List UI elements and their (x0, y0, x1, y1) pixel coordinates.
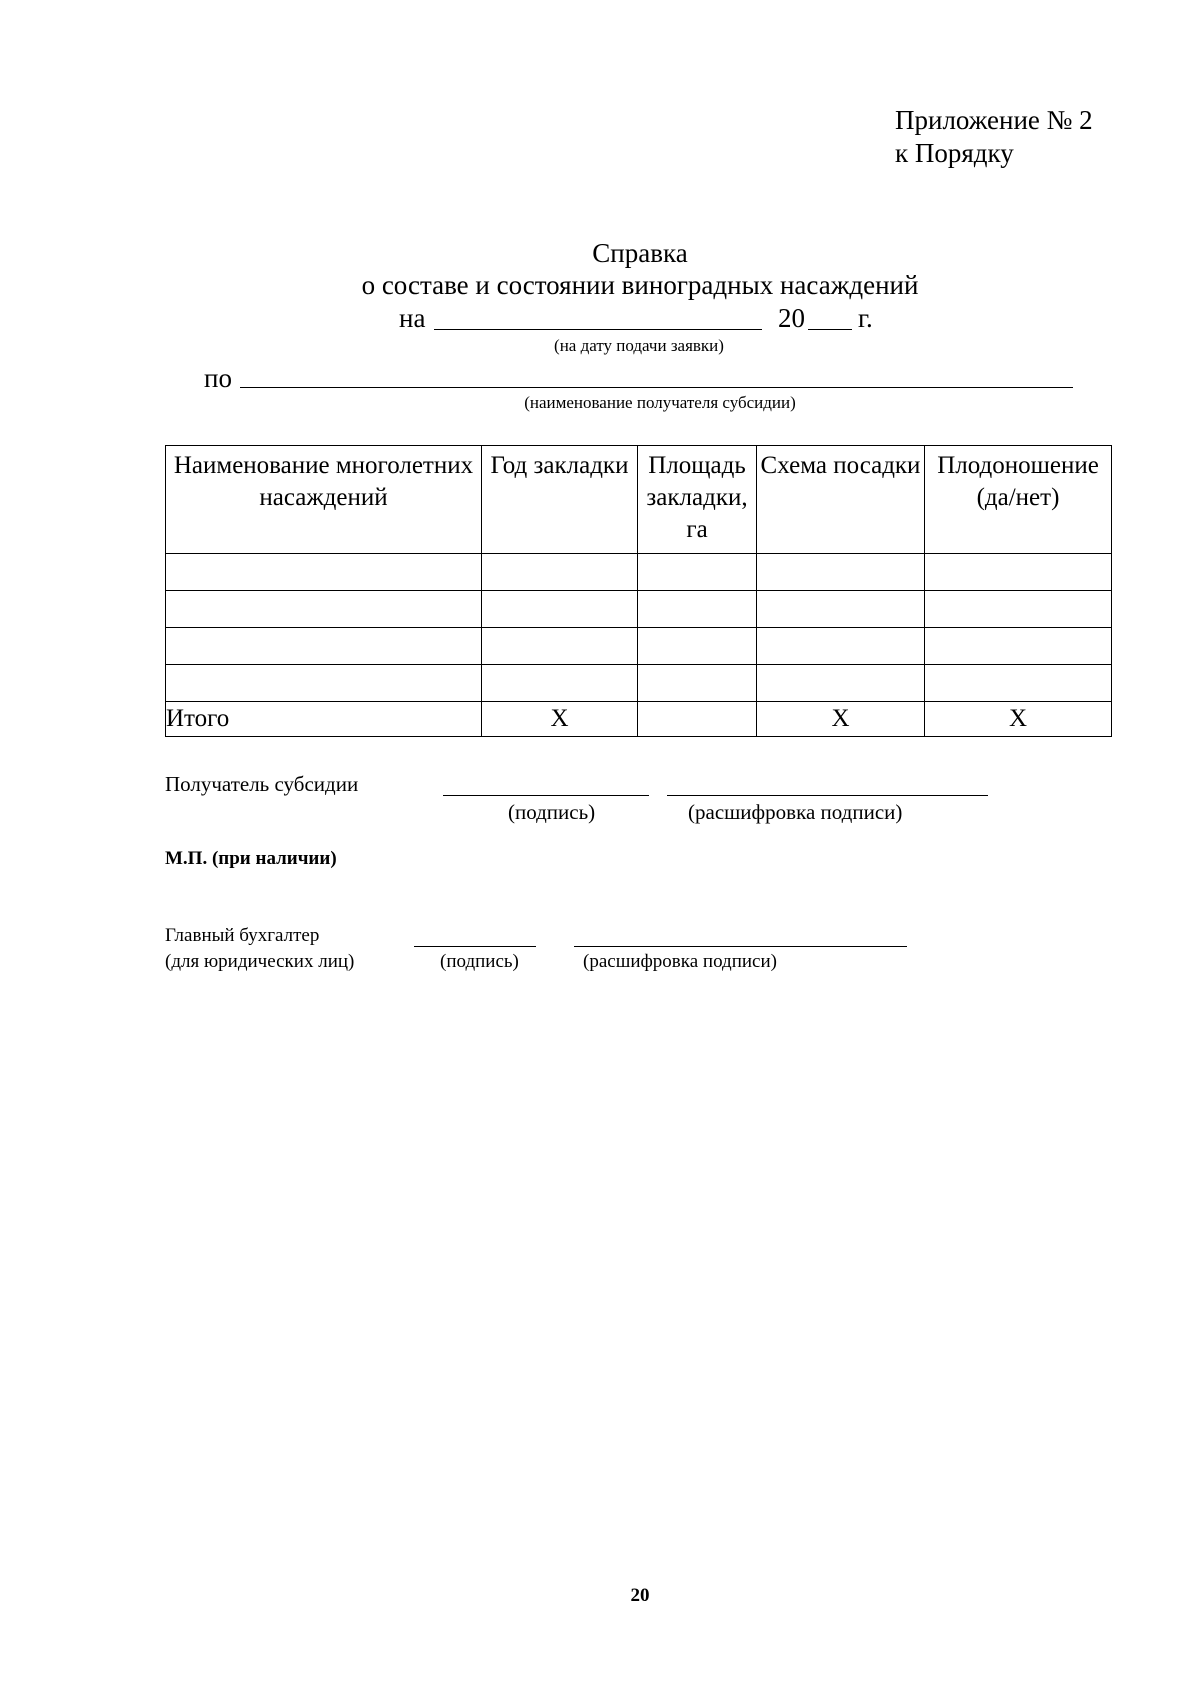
table-cell[interactable] (166, 665, 482, 702)
total-row (166, 702, 1112, 737)
column-header: Схема посадки (757, 446, 925, 554)
table-cell[interactable] (166, 554, 482, 591)
accountant-signature-line[interactable] (414, 946, 536, 947)
table-cell[interactable] (757, 554, 925, 591)
recipient-signature-line[interactable] (443, 795, 649, 796)
doc-subtitle: о составе и состоянии виноградных насаждений (361, 270, 919, 300)
table-cell[interactable] (482, 628, 638, 665)
stamp-label: М.П. (при наличии) (165, 848, 337, 869)
recipient-prefix: по (204, 363, 232, 393)
table-row (166, 554, 1112, 591)
table-cell[interactable] (638, 591, 757, 628)
table-cell[interactable] (166, 628, 482, 665)
column-header: Год закладки (482, 446, 638, 554)
recipient-caption: (наименование получателя субсидии) (524, 393, 796, 412)
total-cell[interactable] (638, 702, 757, 737)
total-label: Итого (166, 702, 482, 737)
date-caption: (на дату подачи заявки) (554, 336, 724, 355)
table-row (166, 628, 1112, 665)
column-header: Плодоношение (да/нет) (925, 446, 1112, 554)
table-cell[interactable] (482, 665, 638, 702)
date-suffix: г. (858, 303, 873, 333)
recipient-decoding-line[interactable] (667, 795, 988, 796)
table-cell[interactable] (925, 628, 1112, 665)
table-cell[interactable] (925, 591, 1112, 628)
total-cell: X (757, 702, 925, 737)
column-header: Наименование многолетних насаждений (166, 446, 482, 554)
table-cell[interactable] (166, 591, 482, 628)
accountant-sublabel: (для юридических лиц) (165, 951, 355, 972)
doc-title: Справка (592, 238, 688, 268)
recipient-line[interactable] (240, 387, 1073, 388)
table-row (166, 665, 1112, 702)
table-header-row (166, 446, 1112, 554)
appendix-line-1: Приложение № 2 (895, 105, 1093, 135)
accountant-label: Главный бухгалтер (165, 925, 320, 946)
date-line[interactable] (434, 329, 762, 330)
appendix-line-2: к Порядку (895, 138, 1014, 168)
total-cell: X (482, 702, 638, 737)
page-number: 20 (630, 1585, 650, 1606)
table-cell[interactable] (482, 591, 638, 628)
table-cell[interactable] (757, 665, 925, 702)
accountant-decoding-line[interactable] (574, 946, 907, 947)
table-cell[interactable] (638, 628, 757, 665)
table-cell[interactable] (757, 591, 925, 628)
appendix-note (895, 104, 1093, 170)
plantings-table (165, 445, 1112, 737)
accountant-signature-caption: (подпись) (440, 951, 519, 972)
accountant-decoding-caption: (расшифровка подписи) (583, 951, 777, 972)
table-cell[interactable] (925, 554, 1112, 591)
recipient-label: Получатель субсидии (165, 772, 359, 796)
table-cell[interactable] (638, 665, 757, 702)
table-cell[interactable] (757, 628, 925, 665)
year-line[interactable] (808, 329, 852, 330)
table-cell[interactable] (482, 554, 638, 591)
recipient-decoding-caption: (расшифровка подписи) (688, 800, 903, 824)
date-prefix: на (399, 303, 426, 333)
total-cell: X (925, 702, 1112, 737)
recipient-signature-caption: (подпись) (508, 800, 596, 824)
table-cell[interactable] (638, 554, 757, 591)
table-row (166, 591, 1112, 628)
date-year: 20 (778, 303, 805, 333)
column-header: Площадь закладки, га (638, 446, 757, 554)
table-cell[interactable] (925, 665, 1112, 702)
